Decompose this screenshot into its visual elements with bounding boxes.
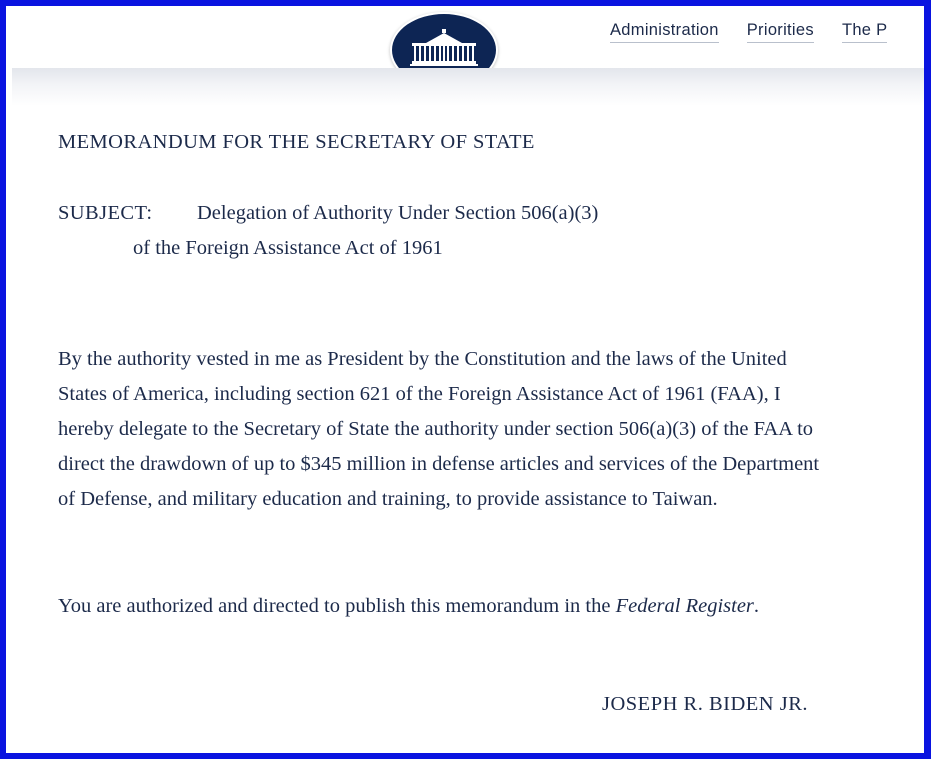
memo-title: MEMORANDUM FOR THE SECRETARY OF STATE xyxy=(58,131,535,153)
white-house-icon xyxy=(404,27,484,73)
nav-the-p[interactable]: The P xyxy=(842,21,888,43)
nav-administration[interactable]: Administration xyxy=(610,21,719,43)
paragraph-2-end: . xyxy=(753,595,760,617)
primary-nav xyxy=(610,6,919,66)
memo-paragraph-2 xyxy=(58,589,833,624)
paragraph-2-text: You are authorized and directed to publish this memorandum in the xyxy=(58,595,616,617)
subject-label: SUBJECT: xyxy=(58,202,153,224)
federal-register-italic: Federal Register xyxy=(615,595,754,617)
browser-viewport xyxy=(6,6,924,753)
subject-line-2: of the Foreign Assistance Act of 1961 xyxy=(133,237,443,259)
signature: JOSEPH R. BIDEN JR. xyxy=(602,693,808,715)
subject-line-1: Delegation of Authority Under Section 506(a)(3) xyxy=(197,202,599,224)
header-shadow xyxy=(12,68,924,106)
site-header xyxy=(6,6,924,68)
memo-paragraph-1: By the authority vested in me as President by the Constitution and the laws of the United States of America, including section 621 of the Foreign Assistance Act of 1961 (FAA), I hereby delegate to the Secretary of State the authority under section 506(a)(3) of the FAA to direct the drawdown of up to $345 million in defense articles and services of the Department of Defense, and military education and training, to provide assistance to Taiwan. xyxy=(58,348,820,510)
nav-priorities[interactable]: Priorities xyxy=(747,21,814,43)
